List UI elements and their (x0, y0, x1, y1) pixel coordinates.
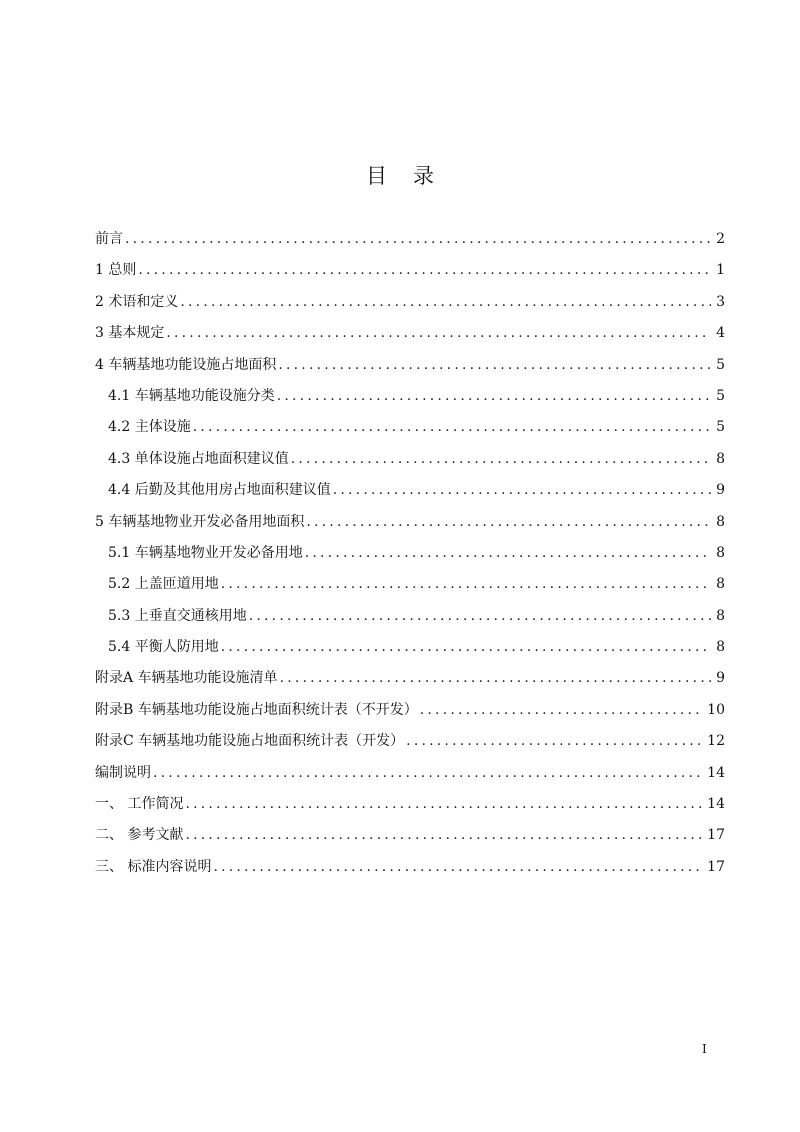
dot-leader (406, 733, 703, 749)
dot-leader (420, 702, 703, 718)
toc-entry-label: 前言 (95, 231, 123, 247)
toc-entry-page: 8 (716, 576, 725, 593)
toc-entry-label: 5.3 上垂直交通核用地 (108, 607, 247, 624)
toc-entry-page: 8 (716, 513, 725, 530)
page-number: I (702, 1042, 707, 1056)
toc-entry[interactable] (95, 416, 725, 447)
toc-entry[interactable] (95, 699, 725, 730)
dot-leader (213, 859, 703, 875)
dot-leader (277, 388, 711, 404)
toc-entry[interactable] (95, 511, 725, 542)
toc-entry[interactable] (95, 793, 725, 824)
toc-entry-label: 4.2 主体设施 (108, 419, 191, 436)
toc-entry-label: 5.2 上盖匝道用地 (108, 576, 219, 593)
toc-entry-page: 8 (716, 544, 725, 561)
toc-entry[interactable] (95, 762, 725, 793)
dot-leader (125, 231, 711, 247)
toc-entry-page: 12 (707, 733, 725, 750)
toc-entry-label: 编制说明 (95, 764, 151, 781)
toc-entry-page: 9 (716, 482, 725, 499)
dot-leader (333, 482, 711, 498)
toc-entry-page: 5 (716, 387, 725, 404)
toc-entry-page: 4 (716, 325, 725, 342)
dot-leader (280, 670, 711, 686)
toc-entry[interactable] (95, 636, 725, 667)
dot-leader (221, 576, 711, 592)
dot-leader (305, 545, 711, 561)
toc-entry-label: 5.1 车辆基地物业开发必备用地 (108, 544, 303, 561)
dot-leader (306, 514, 711, 530)
toc-entry[interactable] (95, 291, 725, 322)
toc-entry[interactable] (95, 448, 725, 479)
page-title: 目录 (366, 164, 460, 188)
dot-leader (193, 419, 711, 435)
toc-entry-page: 1 (716, 262, 725, 279)
toc-entry[interactable] (95, 605, 725, 636)
toc-entry-label: 三、 标准内容说明 (95, 858, 212, 875)
toc-entry-label: 2 术语和定义 (95, 293, 179, 310)
dot-leader (249, 608, 711, 624)
toc-entry-label: 附录C 车辆基地功能设施占地面积统计表（开发） (95, 733, 405, 750)
toc-entry-label: 附录B 车辆基地功能设施占地面积统计表（不开发） (95, 701, 418, 718)
toc-entry-page: 8 (716, 639, 725, 656)
dot-leader (221, 639, 711, 655)
dot-leader (138, 262, 711, 278)
toc-entry-page: 3 (716, 293, 725, 310)
toc-entry-label: 一、 工作简况 (95, 796, 184, 813)
toc-entry-label: 5 车辆基地物业开发必备用地面积 (95, 513, 305, 530)
toc-entry-label: 3 基本规定 (95, 325, 165, 342)
toc-entry[interactable] (95, 259, 725, 290)
dot-leader (180, 294, 711, 310)
toc-entry-page: 5 (716, 419, 725, 436)
toc-entry[interactable] (95, 542, 725, 573)
toc-entry[interactable] (95, 667, 725, 698)
toc-entry-page: 5 (716, 356, 725, 373)
toc-entry-label: 二、 参考文献 (95, 827, 184, 844)
toc-entry-page: 17 (707, 858, 725, 875)
table-of-contents (95, 228, 725, 887)
toc-entry-page: 14 (707, 796, 725, 813)
toc-entry-label: 4.1 车辆基地功能设施分类 (108, 387, 275, 404)
dot-leader (291, 451, 711, 467)
toc-entry[interactable] (95, 573, 725, 604)
dot-leader (278, 357, 711, 373)
dot-leader (153, 765, 703, 781)
dot-leader (185, 827, 703, 843)
toc-entry[interactable] (95, 385, 725, 416)
toc-entry-label: 4.4 后勤及其他用房占地面积建议值 (108, 482, 331, 499)
toc-entry[interactable] (95, 824, 725, 855)
dot-leader (166, 325, 711, 341)
toc-entry-page: 10 (707, 701, 725, 718)
toc-entry[interactable] (95, 354, 725, 385)
toc-entry[interactable] (95, 228, 725, 259)
toc-entry[interactable] (95, 730, 725, 761)
toc-entry-page: 2 (716, 231, 725, 247)
toc-entry-label: 5.4 平衡人防用地 (108, 639, 219, 656)
toc-entry-label: 1 总则 (95, 262, 137, 279)
toc-entry-page: 8 (716, 607, 725, 624)
toc-entry[interactable] (95, 479, 725, 510)
toc-entry-label: 附录A 车辆基地功能设施清单 (95, 670, 278, 687)
toc-entry-page: 17 (707, 827, 725, 844)
toc-entry-label: 4.3 单体设施占地面积建议值 (108, 450, 289, 467)
toc-entry-page: 8 (716, 450, 725, 467)
toc-entry[interactable] (95, 856, 725, 887)
toc-entry[interactable] (95, 322, 725, 353)
toc-entry-label: 4 车辆基地功能设施占地面积 (95, 356, 277, 373)
dot-leader (185, 796, 703, 812)
toc-entry-page: 9 (716, 670, 725, 687)
toc-entry-page: 14 (707, 764, 725, 781)
